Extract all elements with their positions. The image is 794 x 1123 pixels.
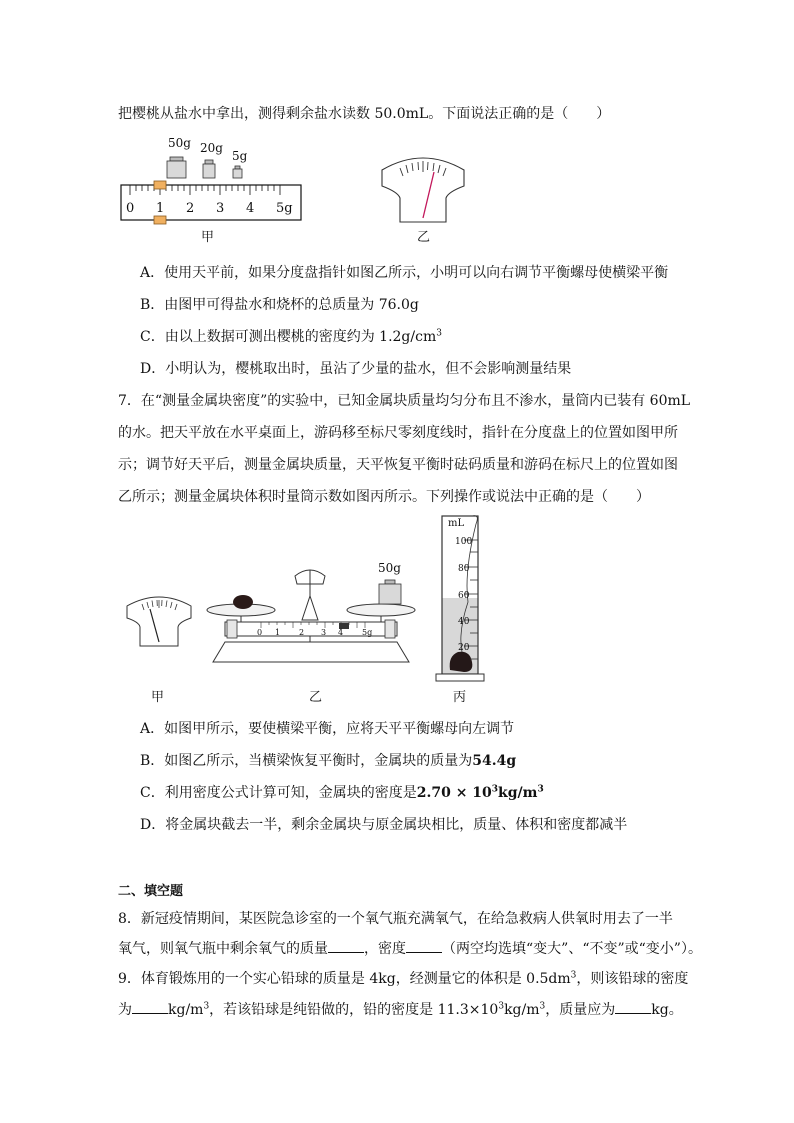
q6-stem-tail: 把樱桃从盐水中拿出，测得剩余盐水读数 50.0mL。下面说法正确的是（ ） — [118, 106, 611, 122]
q9-sup-2: 3 — [203, 1001, 210, 1012]
q7-line-3: 示；调节好天平后，测量金属块质量，天平恢复平衡时砝码质量和游码在标尺上的位置如图 — [118, 457, 678, 473]
q9-text-4: kg/m — [168, 1002, 204, 1018]
q9-text-2: ，则该铅球的密度 — [576, 971, 689, 987]
cylinder-unit: mL — [448, 518, 465, 529]
q7-weight-50g-icon — [379, 584, 401, 604]
q7-option-c-unit: kg/m — [498, 785, 538, 801]
rider-top-icon — [154, 181, 166, 189]
q7-option-a[interactable]: A．如图甲所示，要使横梁平衡，应将天平平衡螺母向左调节 — [140, 721, 515, 737]
q7-figure-jia-dial — [124, 592, 194, 648]
q7-option-c-value: 2.70 × 10 — [416, 785, 492, 801]
q6-option-d[interactable]: D．小明认为，樱桃取出时，虽沾了少量的盐水，但不会影响测量结果 — [140, 361, 572, 377]
cylinder-tick-60: 60 — [458, 591, 470, 601]
q6-weight-5g-label: 5g — [232, 149, 248, 163]
q9-line-2 — [118, 999, 683, 1019]
q9-text-8: kg。 — [651, 1002, 683, 1018]
q8-text-c: （两空均选填“变大”、“不变”或“变小”）。 — [442, 941, 702, 957]
q8-text-b: ，密度 — [364, 941, 406, 957]
weight-20g-icon — [203, 164, 215, 178]
q7-option-d[interactable]: D．将金属块截去一半，剩余金属块与原金属块相比，质量、体积和密度都减半 — [140, 817, 628, 833]
q7-caption-yi: 乙 — [309, 690, 323, 705]
q8-line-1: 8．新冠疫情期间，某医院急诊室的一个氧气瓶充满氧气，在给急救病人供氧时用去了一半 — [118, 911, 673, 927]
q7-scale-tick-3: 3 — [321, 628, 327, 637]
q7-option-c-exp: 3 — [491, 784, 499, 795]
q7-caption-bing: 丙 — [453, 690, 467, 705]
q7-scale-tick-1: 1 — [275, 628, 281, 637]
q9-blank-mass[interactable] — [615, 1001, 651, 1014]
q6-option-b[interactable]: B．由图甲可得盐水和烧杯的总质量为 76.0g — [140, 297, 419, 313]
q6-weight-50g-label: 50g — [168, 136, 191, 150]
weight-5g-icon — [233, 169, 242, 178]
q6-scale-tick-3: 3 — [216, 201, 225, 216]
q8-blank-density[interactable] — [406, 940, 442, 953]
q6-scale-tick-4: 4 — [246, 201, 255, 216]
q7-option-c[interactable] — [140, 782, 544, 802]
weight-50g-icon — [167, 161, 186, 178]
q9-text-1: 9．体育锻炼用的一个实心铅球的质量是 4kg，经测量它的体积是 0.5dm — [118, 971, 571, 987]
q8-line-2 — [118, 938, 702, 958]
q6-option-a[interactable]: A．使用天平前，如果分度盘指针如图乙所示，小明可以向右调节平衡螺母使横梁平衡 — [140, 265, 669, 281]
cylinder-tick-100: 100 — [455, 537, 473, 547]
q7-option-b-value: 54.4g — [472, 753, 517, 769]
q6-option-c[interactable] — [140, 326, 442, 346]
q8-blank-mass[interactable] — [328, 940, 364, 953]
q7-line-4: 乙所示；测量金属块体积时量筒示数如图丙所示。下列操作或说法中正确的是（ ） — [118, 489, 650, 505]
q8-text-a: 氧气，则氧气瓶中剩余氧气的质量 — [118, 941, 328, 957]
q6-option-c-sup: 3 — [436, 328, 442, 339]
section-2-title: 二、填空题 — [118, 884, 184, 899]
q7-option-b[interactable] — [140, 750, 516, 770]
q9-line-1 — [118, 968, 688, 988]
q9-blank-density[interactable] — [132, 1001, 168, 1014]
q9-text-7: ，质量应为 — [545, 1002, 616, 1018]
q9-text-3: 为 — [118, 1002, 132, 1018]
q6-scale-tick-0: 0 — [126, 201, 135, 216]
q7-option-c-text: C．利用密度公式计算可知，金属块的密度是 — [140, 785, 417, 801]
cylinder-tick-40: 40 — [458, 617, 470, 627]
cylinder-tick-80: 80 — [458, 564, 470, 574]
q6-caption-jia: 甲 — [201, 230, 215, 245]
q7-balance-base — [213, 642, 409, 662]
q7-figure-bing-cylinder — [434, 512, 490, 684]
q6-caption-yi: 乙 — [417, 230, 431, 245]
q6-scale-tick-5: 5g — [276, 201, 293, 216]
q7-scale-tick-4: 4 — [338, 628, 344, 637]
q9-text-5: ，若该铅球是纯铅做的，铅的密度是 11.3×10 — [209, 1002, 499, 1018]
rider-bottom-icon — [154, 216, 166, 224]
q7-caption-jia: 甲 — [151, 690, 165, 705]
q6-scale-tick-1: 1 — [156, 201, 165, 216]
q7-option-c-unit-exp: 3 — [537, 784, 544, 795]
q7-option-b-text: B．如图乙所示，当横梁恢复平衡时，金属块的质量为 — [140, 753, 473, 769]
q9-sup-3: 3 — [498, 1001, 505, 1012]
q9-text-6: kg/m — [504, 1002, 540, 1018]
metal-block-icon — [233, 595, 253, 609]
q9-sup-1: 3 — [570, 970, 577, 981]
cylinder-tick-20: 20 — [458, 643, 470, 653]
q7-line-1: 7．在“测量金属块密度”的实验中，已知金属块质量均匀分布且不渗水，量筒内已装有 60mL — [118, 393, 691, 409]
q9-sup-4: 3 — [539, 1001, 546, 1012]
q7-weight-label: 50g — [378, 561, 401, 575]
q6-weight-20g-label: 20g — [200, 141, 223, 155]
q6-option-c-text: C．由以上数据可测出樱桃的密度约为 1.2g/cm — [140, 329, 437, 345]
q7-line-2: 的水。把天平放在水平桌面上，游码移至标尺零刻度线时，指针在分度盘上的位置如图甲所 — [118, 425, 678, 441]
q7-scale-tick-0: 0 — [257, 628, 263, 637]
q6-scale-tick-2: 2 — [186, 201, 195, 216]
q6-figure-yi-dial — [378, 152, 468, 224]
q7-scale-tick-2: 2 — [299, 628, 305, 637]
q7-scale-tick-5: 5g — [362, 628, 373, 637]
q7-figure-yi-balance — [203, 560, 418, 670]
